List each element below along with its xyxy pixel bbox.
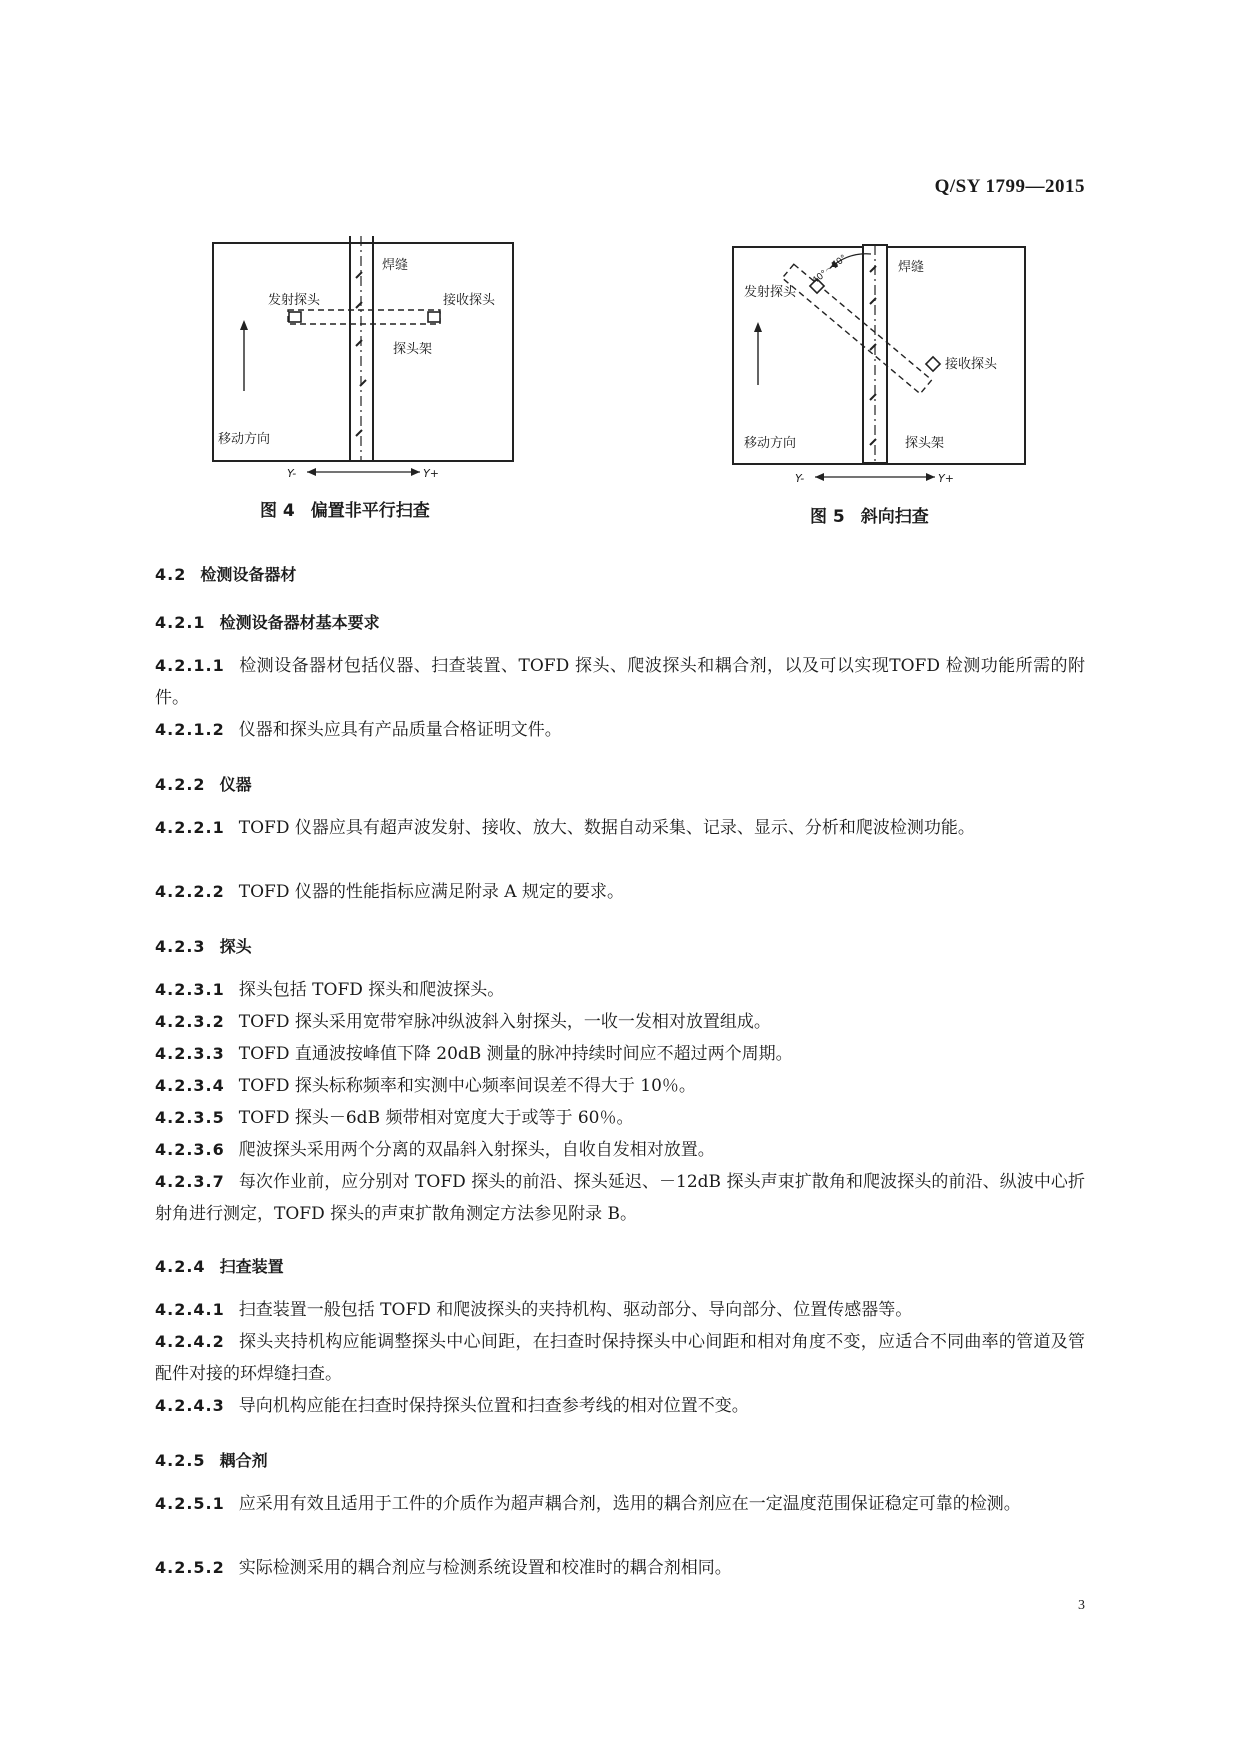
figure-5-title: 斜向扫查 bbox=[860, 507, 929, 527]
y-minus-arrow-head bbox=[307, 468, 316, 476]
label-receive-probe: 接收探头 bbox=[945, 357, 998, 372]
label-move-direction: 移动方向 bbox=[744, 436, 797, 451]
move-arrow-head bbox=[240, 320, 248, 330]
paragraph: 4.2.4.3 导向机构应能在扫查时保持探头位置和扫查参考线的相对位置不变。 bbox=[155, 1396, 749, 1416]
figure-5-diagram bbox=[730, 240, 1050, 490]
label-weld: 焊缝 bbox=[382, 258, 409, 273]
figure-4-diagram bbox=[210, 236, 520, 486]
label-transmit-probe: 发射探头 bbox=[268, 293, 321, 308]
paragraph: 4.2.3.5 TOFD 探头－6dB 频带相对宽度大于或等于 60％。 bbox=[155, 1108, 634, 1128]
label-receive-probe: 接收探头 bbox=[443, 293, 496, 308]
paragraph: 4.2.3.4 TOFD 探头标称频率和实测中心频率间误差不得大于 10％。 bbox=[155, 1076, 696, 1096]
label-y-plus: Y+ bbox=[423, 467, 439, 480]
receive-probe-box bbox=[926, 357, 940, 371]
label-probe-frame: 探头架 bbox=[905, 436, 945, 451]
label-y-minus: Y- bbox=[287, 467, 297, 480]
paragraph: 4.2.4.2 探头夹持机构应能调整探头中心间距，在扫查时保持探头中心间距和相对角度不变，应适合不同曲率的管道及管配件对接的环焊缝扫查。 bbox=[155, 1332, 1085, 1384]
section-heading: 4.2.3 探头 bbox=[155, 937, 252, 956]
paragraph: 4.2.2.1 TOFD 仪器应具有超声波发射、接收、放大、数据自动采集、记录、显示、分析和爬波检测功能。 bbox=[155, 818, 975, 838]
label-probe-frame: 探头架 bbox=[393, 342, 433, 357]
transmit-probe-box bbox=[289, 312, 301, 322]
paragraph: 4.2.3.6 爬波探头采用两个分离的双晶斜入射探头，自收自发相对放置。 bbox=[155, 1140, 715, 1160]
figure-4-title: 偏置非平行扫查 bbox=[310, 501, 430, 521]
paragraph: 4.2.3.2 TOFD 探头采用宽带窄脉冲纵波斜入射探头，一收一发相对放置组成。 bbox=[155, 1012, 771, 1032]
paragraph: 4.2.1.2 仪器和探头应具有产品质量合格证明文件。 bbox=[155, 720, 562, 740]
section-heading: 4.2.1 检测设备器材基本要求 bbox=[155, 613, 380, 632]
figure-4-caption bbox=[260, 496, 430, 521]
workpiece-outline bbox=[213, 243, 513, 461]
figure-4-number: 图 4 bbox=[260, 501, 295, 521]
label-angle: 40°～50° bbox=[810, 253, 850, 287]
probe-frame-outline bbox=[782, 264, 931, 393]
section-heading: 4.2.2 仪器 bbox=[155, 775, 252, 794]
probe-frame-outline bbox=[288, 310, 440, 324]
document-code: Q/SY 1799—2015 bbox=[934, 176, 1085, 197]
label-weld: 焊缝 bbox=[898, 260, 925, 275]
label-transmit-probe: 发射探头 bbox=[744, 285, 797, 300]
paragraph: 4.2.5.1 应采用有效且适用于工件的介质作为超声耦合剂，选用的耦合剂应在一定温度范围保证稳定可靠的检测。 bbox=[155, 1494, 1021, 1514]
section-heading: 4.2.4 扫查装置 bbox=[155, 1257, 284, 1276]
label-y-minus: Y- bbox=[795, 472, 805, 485]
receive-probe-box bbox=[428, 312, 440, 322]
paragraph: 4.2.2.2 TOFD 仪器的性能指标应满足附录 A 规定的要求。 bbox=[155, 882, 624, 902]
y-plus-arrow-head bbox=[926, 473, 935, 481]
y-minus-arrow-head bbox=[815, 473, 824, 481]
section-heading: 4.2.5 耦合剂 bbox=[155, 1451, 268, 1470]
paragraph: 4.2.1.1 检测设备器材包括仪器、扫查装置、TOFD 探头、爬波探头和耦合剂，以及可以实现TOFD 检测功能所需的附件。 bbox=[155, 656, 1085, 708]
paragraph: 4.2.4.1 扫查装置一般包括 TOFD 和爬波探头的夹持机构、驱动部分、导向部分、位置传感器等。 bbox=[155, 1300, 913, 1320]
label-move-direction: 移动方向 bbox=[218, 432, 271, 447]
y-plus-arrow-head bbox=[411, 468, 420, 476]
label-y-plus: Y+ bbox=[938, 472, 954, 485]
figure-5-number: 图 5 bbox=[810, 507, 845, 527]
section-heading: 4.2 检测设备器材 bbox=[155, 565, 297, 584]
page-number: 3 bbox=[1078, 1598, 1085, 1613]
paragraph: 4.2.3.7 每次作业前，应分别对 TOFD 探头的前沿、探头延迟、－12dB 探头声束扩散角和爬波探头的前沿、纵波中心折射角进行测定，TOFD 探头的声束扩散角测定方法参见附录 B。 bbox=[155, 1172, 1085, 1224]
figure-5-caption bbox=[810, 502, 929, 527]
paragraph: 4.2.5.2 实际检测采用的耦合剂应与检测系统设置和校准时的耦合剂相同。 bbox=[155, 1558, 732, 1578]
paragraph: 4.2.3.3 TOFD 直通波按峰值下降 20dB 测量的脉冲持续时间应不超过两个周期。 bbox=[155, 1044, 793, 1064]
move-arrow-head bbox=[754, 322, 762, 332]
paragraph: 4.2.3.1 探头包括 TOFD 探头和爬波探头。 bbox=[155, 980, 505, 1000]
